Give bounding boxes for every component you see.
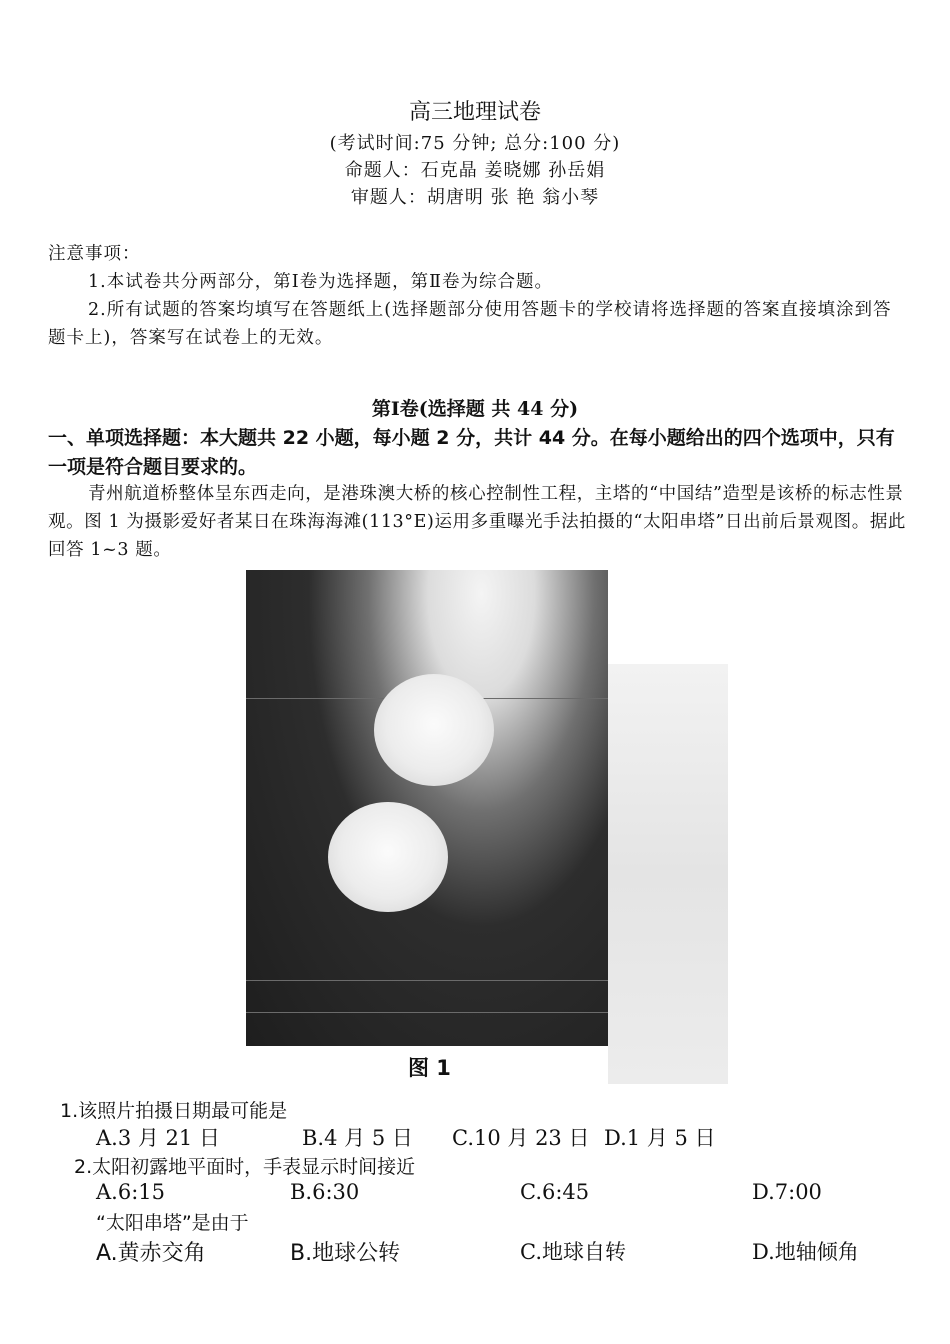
- q2-option-d: D.7:00: [752, 1180, 822, 1204]
- section-title: 一、单项选择题：本大题共 22 小题，每小题 2 分，共计 44 分。在每小题给出的四个选项中，只有一项是符合题目要求的。: [48, 427, 895, 478]
- q1-option-b: B.4 月 5 日: [302, 1126, 413, 1150]
- note-item: 2.所有试题的答案均填写在答题纸上(选择题部分使用答题卡的学校请将选择题的答案直接填涂到答题卡上)，答案写在试卷上的无效。: [48, 300, 892, 348]
- q2-option-b: B.6:30: [290, 1180, 360, 1204]
- question-2-stem: 2.太阳初露地平面时，手表显示时间接近: [74, 1156, 416, 1178]
- photo-light-panel: [608, 664, 728, 1084]
- sunrise-photo: [246, 570, 608, 1046]
- bridge-line: [246, 980, 608, 981]
- reviewers-line: 审题人：胡唐明 张 艳 翁小琴: [350, 187, 600, 208]
- sun-upper: [374, 674, 494, 786]
- authors-line: 命题人：石克晶 姜晓娜 孙岳娟: [344, 160, 606, 181]
- figure-1: [240, 566, 730, 1090]
- exam-header: [0, 96, 950, 211]
- bridge-line: [246, 1012, 608, 1013]
- question-intro: 青州航道桥整体呈东西走向，是港珠澳大桥的核心控制性工程，主塔的“中国结”造型是该桥的标志性景观。图 1 为摄影爱好者某日在珠海海滩(113°E)运用多重曝光手法拍摄的“太阳串塔”日出前后景观图。据此回答 1~3 题。: [48, 484, 907, 560]
- question-1-stem: 1.该照片拍摄日期最可能是: [60, 1100, 288, 1122]
- note-item: 1.本试卷共分两部分，第Ⅰ卷为选择题，第Ⅱ卷为综合题。: [88, 272, 554, 292]
- q3-option-a: A.黄赤交角: [96, 1241, 206, 1266]
- exam-title: 高三地理试卷: [408, 100, 541, 125]
- q2-option-c: C.6:45: [520, 1180, 590, 1204]
- q1-option-c: C.10 月 23 日: [452, 1126, 590, 1150]
- question-3-stem: “太阳串塔”是由于: [96, 1212, 249, 1234]
- figure-caption: 图 1: [408, 1056, 451, 1080]
- sun-lower: [328, 802, 448, 912]
- part1-title: 第Ⅰ卷(选择题 共 44 分): [371, 398, 579, 420]
- q3-option-c: C.地球自转: [520, 1240, 626, 1264]
- q3-option-d: D.地轴倾角: [752, 1240, 859, 1264]
- q3-option-b: B.地球公转: [290, 1241, 401, 1266]
- q2-option-a: A.6:15: [96, 1180, 165, 1204]
- q1-option-d: D.1 月 5 日: [604, 1126, 716, 1150]
- notes: [48, 240, 908, 352]
- notes-heading: 注意事项：: [48, 244, 141, 264]
- exam-info: (考试时间:75 分钟; 总分:100 分): [329, 133, 621, 154]
- q1-option-a: A.3 月 21 日: [96, 1126, 220, 1150]
